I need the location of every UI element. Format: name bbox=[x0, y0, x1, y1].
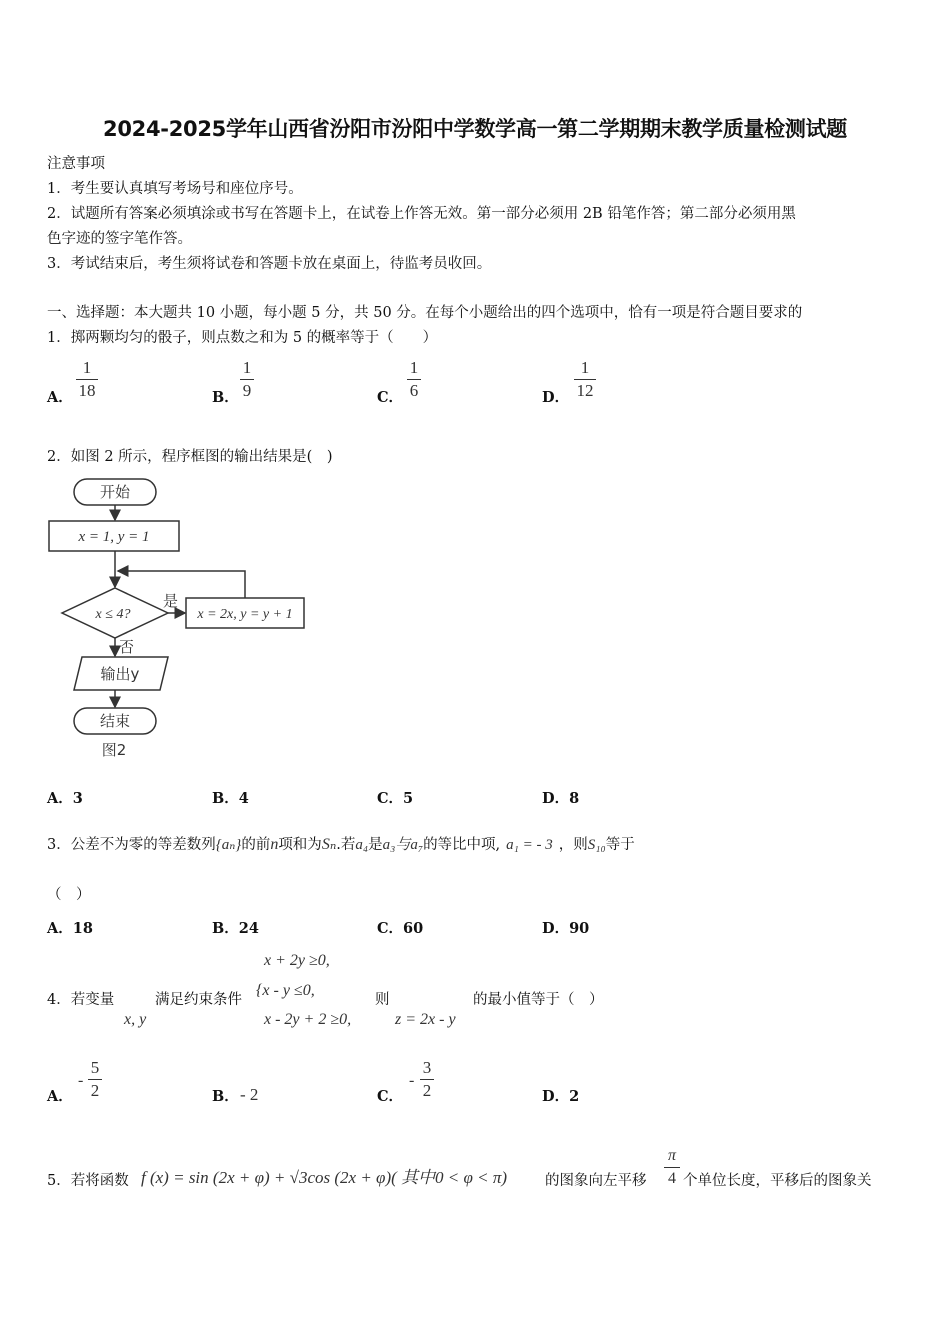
q4-option-c-fraction: 3 2 bbox=[420, 1058, 434, 1101]
q4-variables: x, y bbox=[124, 1011, 147, 1028]
notice-item: 3．考试结束后，考生须将试卷和答题卡放在桌面上，待监考员收回。 bbox=[47, 256, 492, 272]
question-3-paren: （ ） bbox=[47, 887, 91, 903]
q3-option-b: B．24 bbox=[212, 920, 259, 937]
q3-option-a: A．18 bbox=[47, 920, 93, 937]
q2-option-c: C．5 bbox=[377, 790, 414, 807]
flow-output-text: 输出y bbox=[100, 665, 140, 683]
q4-option-b-value: - 2 bbox=[240, 1085, 259, 1104]
question-5-part3: 个单位长度，平移后的图象关 bbox=[683, 1173, 872, 1189]
question-4-part2: 满足约束条件 bbox=[155, 992, 242, 1008]
question-1-stem: 1．掷两颗均匀的骰子，则点数之和为 5 的概率等于（ ） bbox=[47, 330, 438, 346]
flow-decision-text: x ≤ 4? bbox=[95, 607, 131, 622]
q1-option-d-label: D． bbox=[542, 389, 570, 406]
page-title: 2024-2025学年山西省汾阳市汾阳中学数学高一第二学期期末教学质量检测试题 bbox=[103, 117, 847, 141]
flow-body-text: x = 2x, y = y + 1 bbox=[197, 607, 293, 622]
notice-item: 色字迹的签字笔作答。 bbox=[47, 231, 192, 247]
q5-function: f (x) = sin (2x + φ) + √3cos (2x + φ)( 其中0 < φ < π) bbox=[141, 1168, 508, 1187]
q1-option-b-fraction: 1 9 bbox=[240, 358, 254, 401]
section-heading: 一、选择题：本大题共 10 小题，每小题 5 分，共 50 分。在每个小题给出的四个选项中，恰有一项是符合题目要求的 bbox=[47, 305, 803, 321]
question-3-stem: 3．公差不为零的等差数列{aₙ}的前n项和为Sₙ.若a₄是a₃与a₇的等比中项, a₁ = - 3 ，则S₁₀等于 bbox=[47, 836, 635, 853]
q4-option-c-sign: - bbox=[409, 1072, 415, 1089]
q4-option-a-fraction: 5 2 bbox=[88, 1058, 102, 1101]
q4-option-c-label: C． bbox=[377, 1088, 404, 1105]
q4-option-b-label: B． bbox=[212, 1088, 239, 1105]
q2-option-a: A．3 bbox=[47, 790, 83, 807]
q4-objective: z = 2x - y bbox=[395, 1011, 456, 1028]
flow-no-label: 否 bbox=[119, 638, 135, 656]
notice-item: 1．考生要认真填写考场号和座位序号。 bbox=[47, 181, 303, 197]
question-2-stem: 2．如图 2 所示，程序框图的输出结果是( ) bbox=[47, 449, 333, 465]
question-4-part3: 则 bbox=[375, 992, 390, 1008]
flow-caption: 图2 bbox=[101, 741, 127, 759]
q2-option-d: D．8 bbox=[542, 790, 580, 807]
q4-option-a-sign: - bbox=[78, 1072, 84, 1089]
question-5-part1: 5．若将函数 bbox=[47, 1173, 129, 1189]
question-5-part2: 的图象向左平移 bbox=[545, 1173, 647, 1189]
q1-option-b-label: B． bbox=[212, 389, 239, 406]
q1-option-d-fraction: 1 12 bbox=[574, 358, 596, 401]
question-4-part1: 4．若变量 bbox=[47, 992, 115, 1008]
flow-init-text: x = 1, y = 1 bbox=[78, 529, 150, 545]
q1-option-a-label: A． bbox=[47, 389, 73, 406]
q4-option-d: D．2 bbox=[542, 1088, 580, 1105]
q1-option-c-fraction: 1 6 bbox=[407, 358, 421, 401]
flow-yes-label: 是 bbox=[163, 592, 179, 610]
q3-option-d: D．90 bbox=[542, 920, 590, 937]
q5-shift-fraction: π 4 bbox=[664, 1146, 680, 1189]
flow-start-text: 开始 bbox=[99, 483, 131, 501]
notice-heading: 注意事项 bbox=[47, 156, 105, 172]
question-4-part4: 的最小值等于（ ） bbox=[473, 992, 604, 1008]
q1-option-a-fraction: 1 18 bbox=[76, 358, 98, 401]
q4-option-a-label: A． bbox=[47, 1088, 73, 1105]
q2-option-b: B．4 bbox=[212, 790, 249, 807]
q3-option-c: C．60 bbox=[377, 920, 424, 937]
q4-constraint-2: {x - y ≤0, bbox=[256, 982, 315, 999]
flow-end-text: 结束 bbox=[99, 712, 131, 730]
q4-constraint-3: x - 2y + 2 ≥0, bbox=[264, 1011, 352, 1028]
flowchart bbox=[40, 474, 320, 764]
q4-constraint-1: x + 2y ≥0, bbox=[264, 952, 330, 969]
notice-item: 2．试题所有答案必须填涂或书写在答题卡上，在试卷上作答无效。第一部分必须用 2B 铅笔作答；第二部分必须用黑 bbox=[47, 206, 796, 222]
q1-option-c-label: C． bbox=[377, 389, 404, 406]
